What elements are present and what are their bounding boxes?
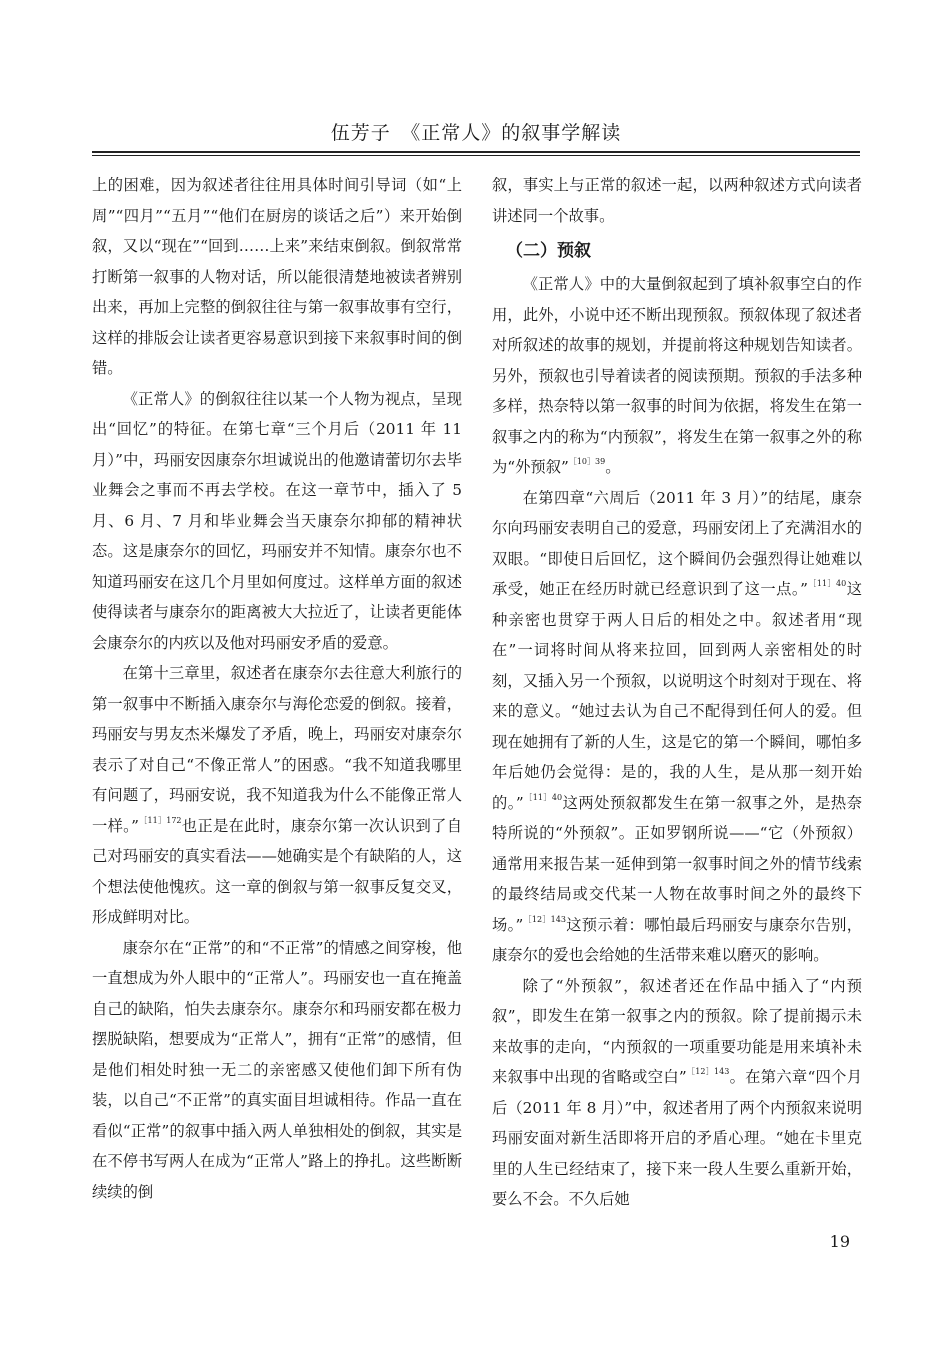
paragraph-text: 这预示着：哪怕最后玛丽安与康奈尔告别，康奈尔的爱也会给她的生活带来难以磨灭的影响。: [492, 915, 862, 964]
header-rule-thick: [92, 151, 860, 153]
paragraph-text: 《正常人》中的大量倒叙起到了填补叙事空白的作用，此外，小说中还不断出现预叙。预叙体现了叙述者对所叙述的故事的规划，并提前将这种规划告知读者。另外，预叙也引导着读者的阅读预期。预叙的手法多种多样，热奈特以第一叙事的时间为依据，将发生在第一叙事之内的称为“内预叙”，将发生在第一叙事之外的称为“外预叙”: [492, 275, 862, 476]
paragraph: [492, 269, 862, 483]
running-header: 伍芳子 《正常人》的叙事学解读: [330, 122, 622, 144]
paragraph: [492, 483, 862, 971]
section-heading: （二）预叙: [506, 241, 591, 261]
paragraph: 上的困难，因为叙述者往往用具体时间引导词（如“上周”“四月”“五月”“他们在厨房的谈话之后”）来开始倒叙，又以“现在”“回到……上来”来结束倒叙。倒叙常常打断第一叙事的人物对话，所以能很清楚地被读者辨别出来，再加上完整的倒叙往往与第一叙事故事有空行，这样的排版会让读者更容易意识到接下来叙事时间的倒错。: [92, 176, 462, 377]
citation: ［11］40: [523, 792, 563, 802]
paragraph-text: 在第十三章里，叙述者在康奈尔去往意大利旅行的第一叙事中不断插入康奈尔与海伦恋爱的倒叙。接着，玛丽安与男友杰米爆发了矛盾，晚上，玛丽安对康奈尔表示了对自己“不像正常人”的困惑。“我不知道我哪里有问题了，玛丽安说，我不知道我为什么不能像正常人一样。”: [92, 664, 462, 835]
page-number: 19: [829, 1232, 850, 1251]
paragraph-text: 除了“外预叙”，叙述者还在作品中插入了“内预叙”，即发生在第一叙事之内的预叙。除了提前揭示未来故事的走向，“内预叙的一项重要功能是用来填补未来叙事中出现的省略或空白”: [492, 976, 862, 1086]
citation: ［11］40: [807, 579, 847, 588]
paragraph: 叙，事实上与正常的叙述一起，以两种叙述方式向读者讲述同一个故事。: [492, 176, 862, 225]
left-column: [92, 170, 462, 1207]
paragraph-text: 。在第六章“四个月后（2011 年 8 月）”中，叙述者用了两个内预叙来说明玛丽安面对新生活即将开启的矛盾心理。“她在卡里克里的人生已经结束了，接下来一段人生要么重新开始，要么不会。不久后她: [492, 1068, 862, 1208]
paragraph-text: 也正是在此时，康奈尔第一次认识到了自己对玛丽安的真实看法——她确实是个有缺陷的人，这个想法使他愧疚。这一章的倒叙与第一叙事反复交叉，形成鲜明对比。: [92, 816, 462, 926]
citation: ［12］143: [686, 1067, 730, 1076]
header-rule-thin: [92, 155, 860, 156]
right-column: [492, 170, 862, 1215]
paragraph: 《正常人》的倒叙往往以某一个人物为视点，呈现出“回忆”的特征。在第七章“三个月后（2011 年 11 月）”中，玛丽安因康奈尔坦诚说出的他邀请蕾切尔去毕业舞会之事而不再去学校。在这一章节中，插入了 5 月、6 月、7 月和毕业舞会当天康奈尔抑郁的精神状态。这是康奈尔的回忆，玛丽安并不知情。康奈尔也不知道玛丽安在这几个月里如何度过。这样单方面的叙述使得读者与康奈尔的距离被大大拉近了，让读者更能体会康奈尔的内疚以及他对玛丽安矛盾的爱意。: [92, 389, 462, 652]
paragraph: [492, 971, 862, 1215]
paragraph-text: 。: [605, 458, 621, 476]
paragraph-text: 这种亲密也贯穿于两人日后的相处之中。叙述者用“现在”一词将时间从将来拉回，回到两人亲密相处的时刻，又插入另一个预叙，以说明这个时刻对于现在、将来的意义。“她过去认为自己不配得到任何人的爱。但现在她拥有了新的人生，这是它的第一个瞬间，哪怕多年后她仍会觉得：是的，我的人生，是从那一刻开始的。”: [492, 580, 863, 812]
paragraph-text: 这两处预叙都发生在第一叙事之外，是热奈特所说的“外预叙”。正如罗钢所说——“它（外预叙）通常用来报告某一延伸到第一叙事时间之外的情节线索的最终结局或交代某一人物在故事时间之外的最终下场。”: [492, 793, 863, 934]
citation: ［11］172: [138, 815, 182, 825]
citation: ［10］39: [568, 457, 606, 466]
paragraph: 康奈尔在“正常”的和“不正常”的情感之间穿梭，他一直想成为外人眼中的“正常人”。玛丽安也一直在掩盖自己的缺陷，怕失去康奈尔。康奈尔和玛丽安都在极力摆脱缺陷，想要成为“正常人”，拥有“正常”的感情，但是他们相处时独一无二的亲密感又使他们卸下所有伪装，以自己“不正常”的真实面目坦诚相待。作品一直在看似“正常”的叙事中插入两人单独相处的倒叙，其实是在不停书写两人在成为“正常人”路上的挣扎。这些断断续续的倒: [92, 938, 462, 1201]
citation: ［12］143: [523, 914, 566, 924]
paragraph-text: 在第四章“六周后（2011 年 3 月）”的结尾，康奈尔向玛丽安表明自己的爱意，玛丽安闭上了充满泪水的双眼。“即使日后回忆，这个瞬间仍会强烈得让她难以承受，她正在经历时就已经意识到了这一点。”: [492, 488, 862, 598]
paragraph: [92, 658, 462, 933]
